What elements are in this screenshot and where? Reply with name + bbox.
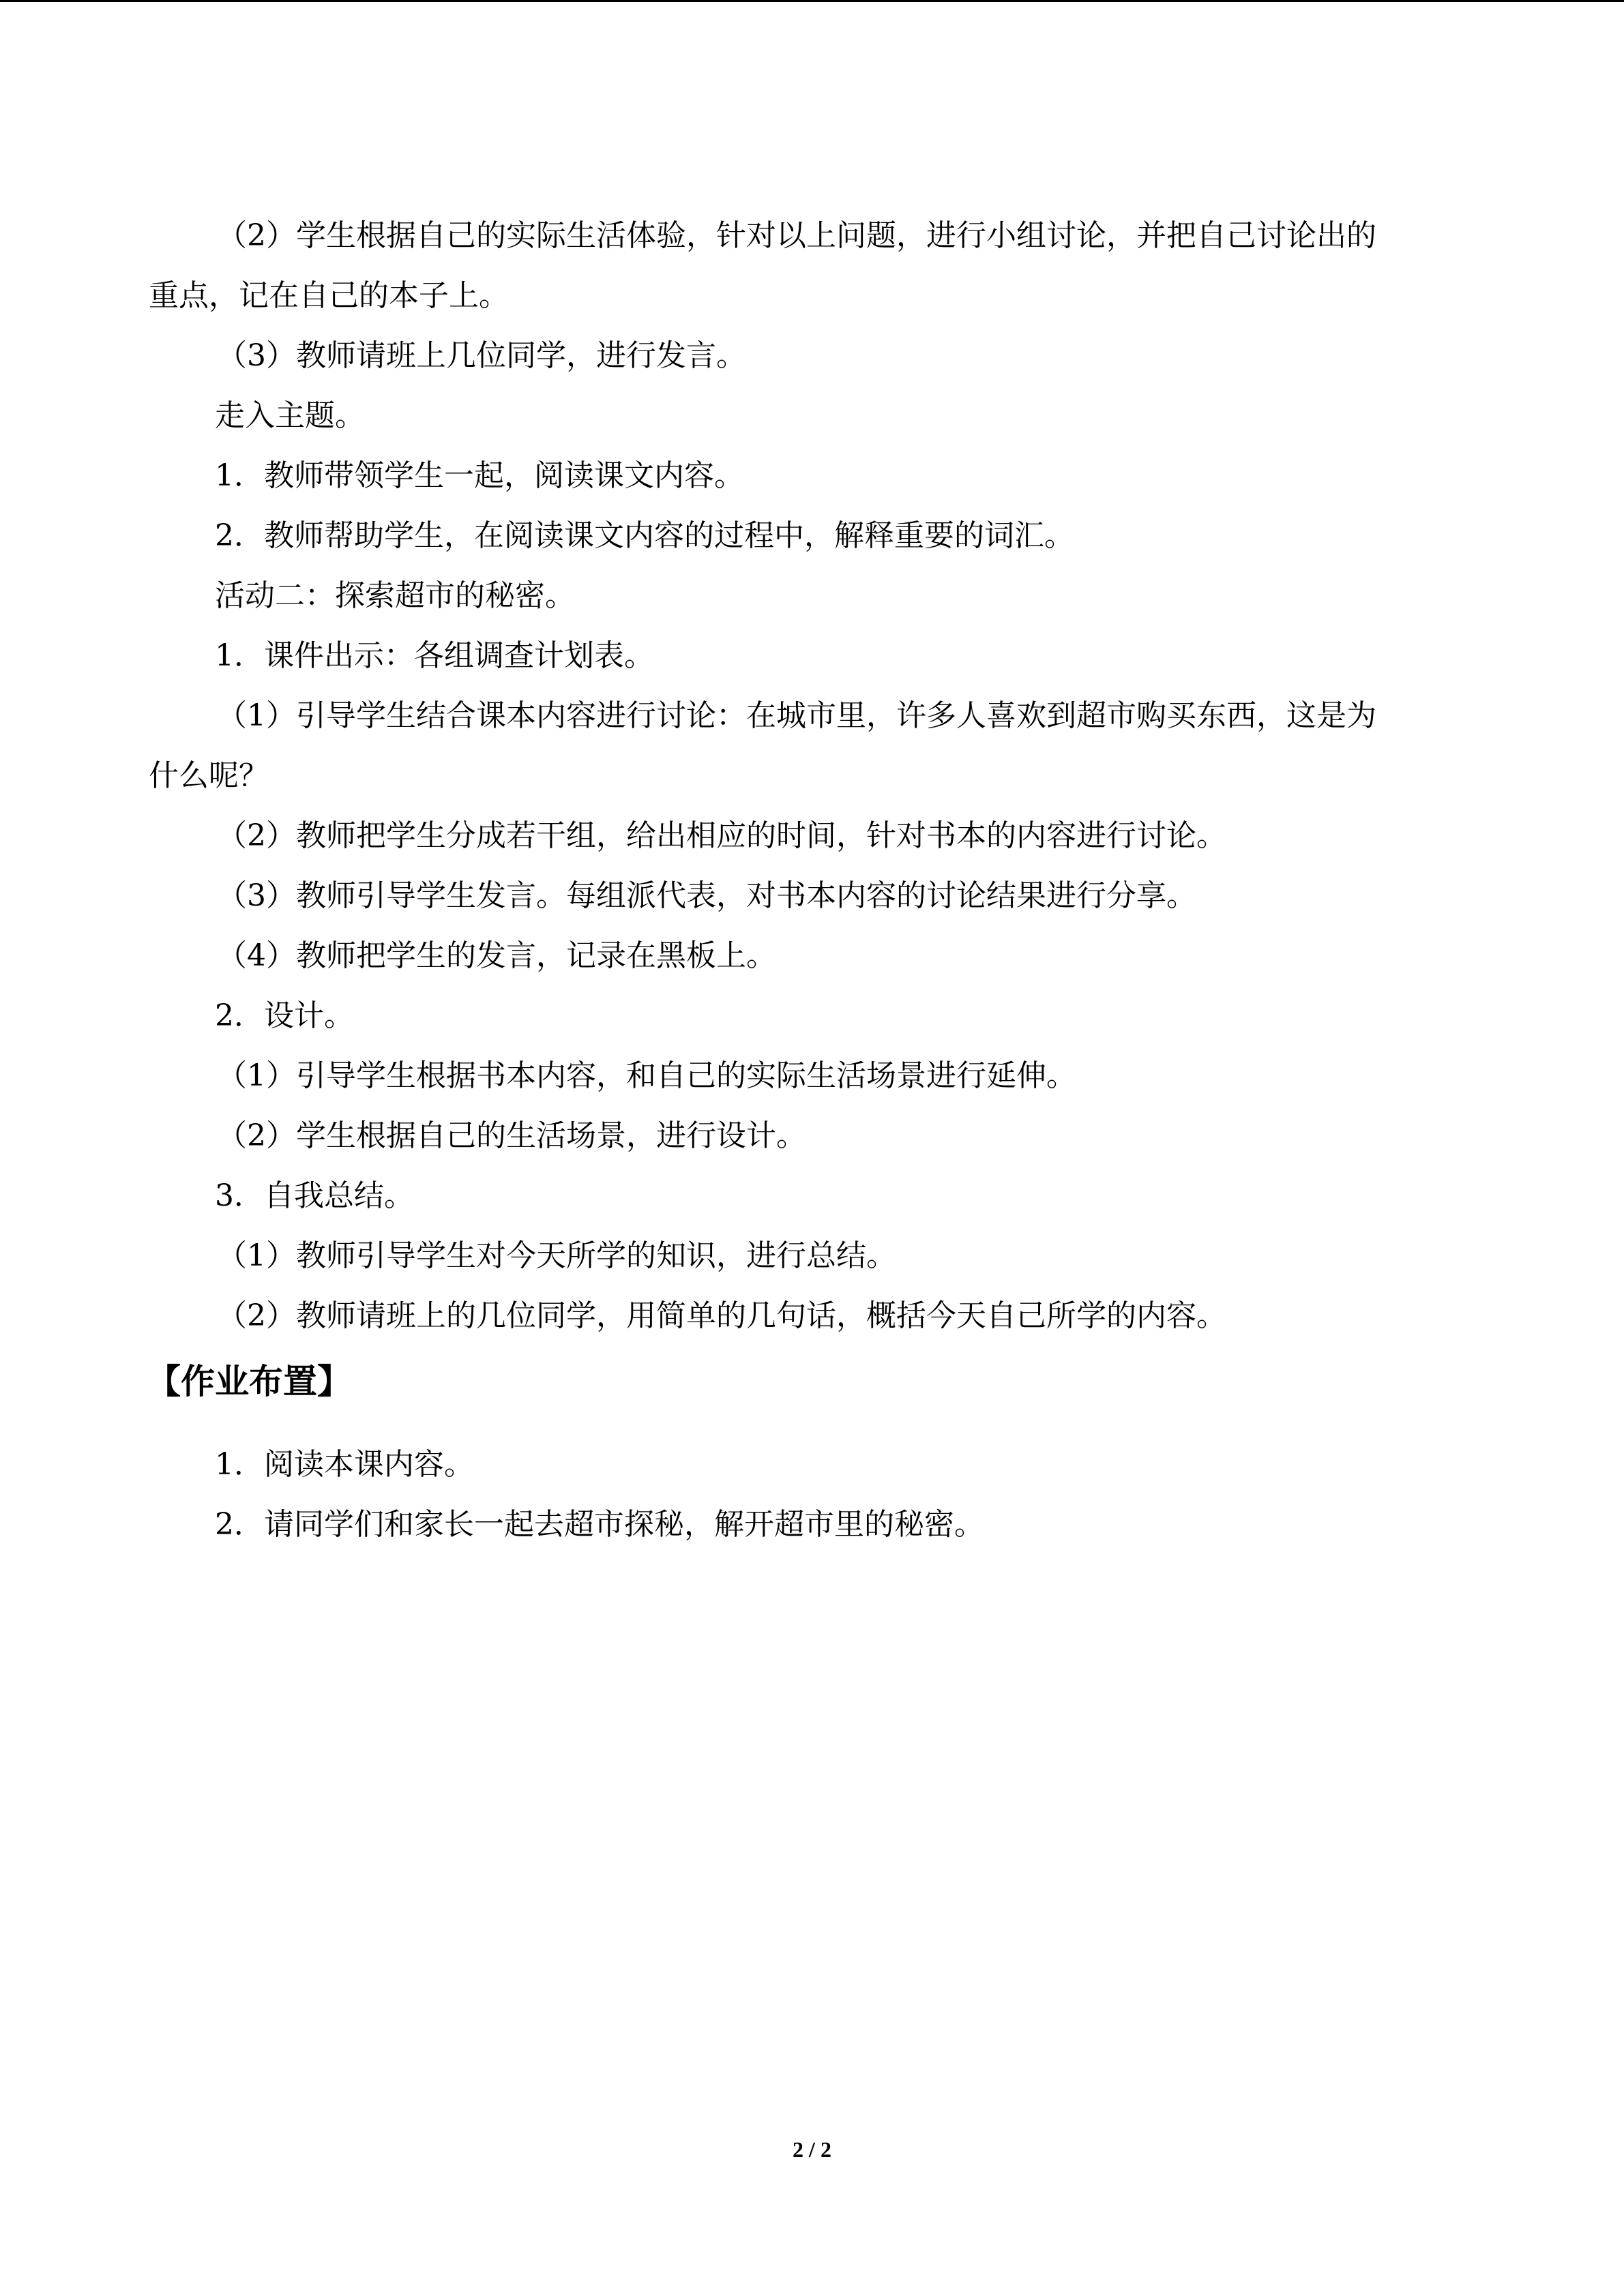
paragraph-line: （2）学生根据自己的实际生活体验，针对以上问题，进行小组讨论，并把自己讨论出的 (217, 218, 1376, 253)
page-number: 2 / 2 (793, 2137, 831, 2162)
paragraph-line: （3）教师引导学生发言。每组派代表，对书本内容的讨论结果进行分享。 (217, 878, 1196, 913)
paragraph-line: 2．教师帮助学生，在阅读课文内容的过程中，解释重要的词汇。 (215, 518, 1074, 553)
paragraph-line: 2．设计。 (215, 998, 354, 1033)
paragraph-line: （1）引导学生根据书本内容，和自己的实际生活场景进行延伸。 (217, 1058, 1076, 1093)
paragraph-line: 活动二：探索超市的秘密。 (215, 578, 575, 613)
paragraph-line: 1．课件出示：各组调查计划表。 (215, 638, 654, 673)
paragraph-line: 走入主题。 (215, 398, 365, 433)
paragraph-line: 1．阅读本课内容。 (215, 1447, 474, 1482)
paragraph-line: （4）教师把学生的发言，记录在黑板上。 (217, 938, 776, 973)
paragraph-line: 重点，记在自己的本子上。 (149, 278, 509, 313)
paragraph-line: 1．教师带领学生一起，阅读课文内容。 (215, 458, 744, 493)
paragraph-line: （1）教师引导学生对今天所学的知识，进行总结。 (217, 1238, 896, 1273)
section-heading: 【作业布置】 (147, 1362, 351, 1401)
paragraph-line: 2．请同学们和家长一起去超市探秘，解开超市里的秘密。 (215, 1507, 984, 1542)
paragraph-line: 什么呢？ (149, 758, 269, 793)
paragraph-line: （1）引导学生结合课本内容进行讨论：在城市里，许多人喜欢到超市购买东西，这是为 (217, 698, 1376, 733)
paragraph-line: （2）教师请班上的几位同学，用简单的几句话，概括今天自己所学的内容。 (217, 1298, 1226, 1333)
paragraph-line: 3．自我总结。 (215, 1178, 414, 1213)
paragraph-line: （3）教师请班上几位同学，进行发言。 (217, 338, 746, 373)
paragraph-line: （2）学生根据自己的生活场景，进行设计。 (217, 1118, 806, 1153)
paragraph-line: （2）教师把学生分成若干组，给出相应的时间，针对书本的内容进行讨论。 (217, 818, 1226, 853)
